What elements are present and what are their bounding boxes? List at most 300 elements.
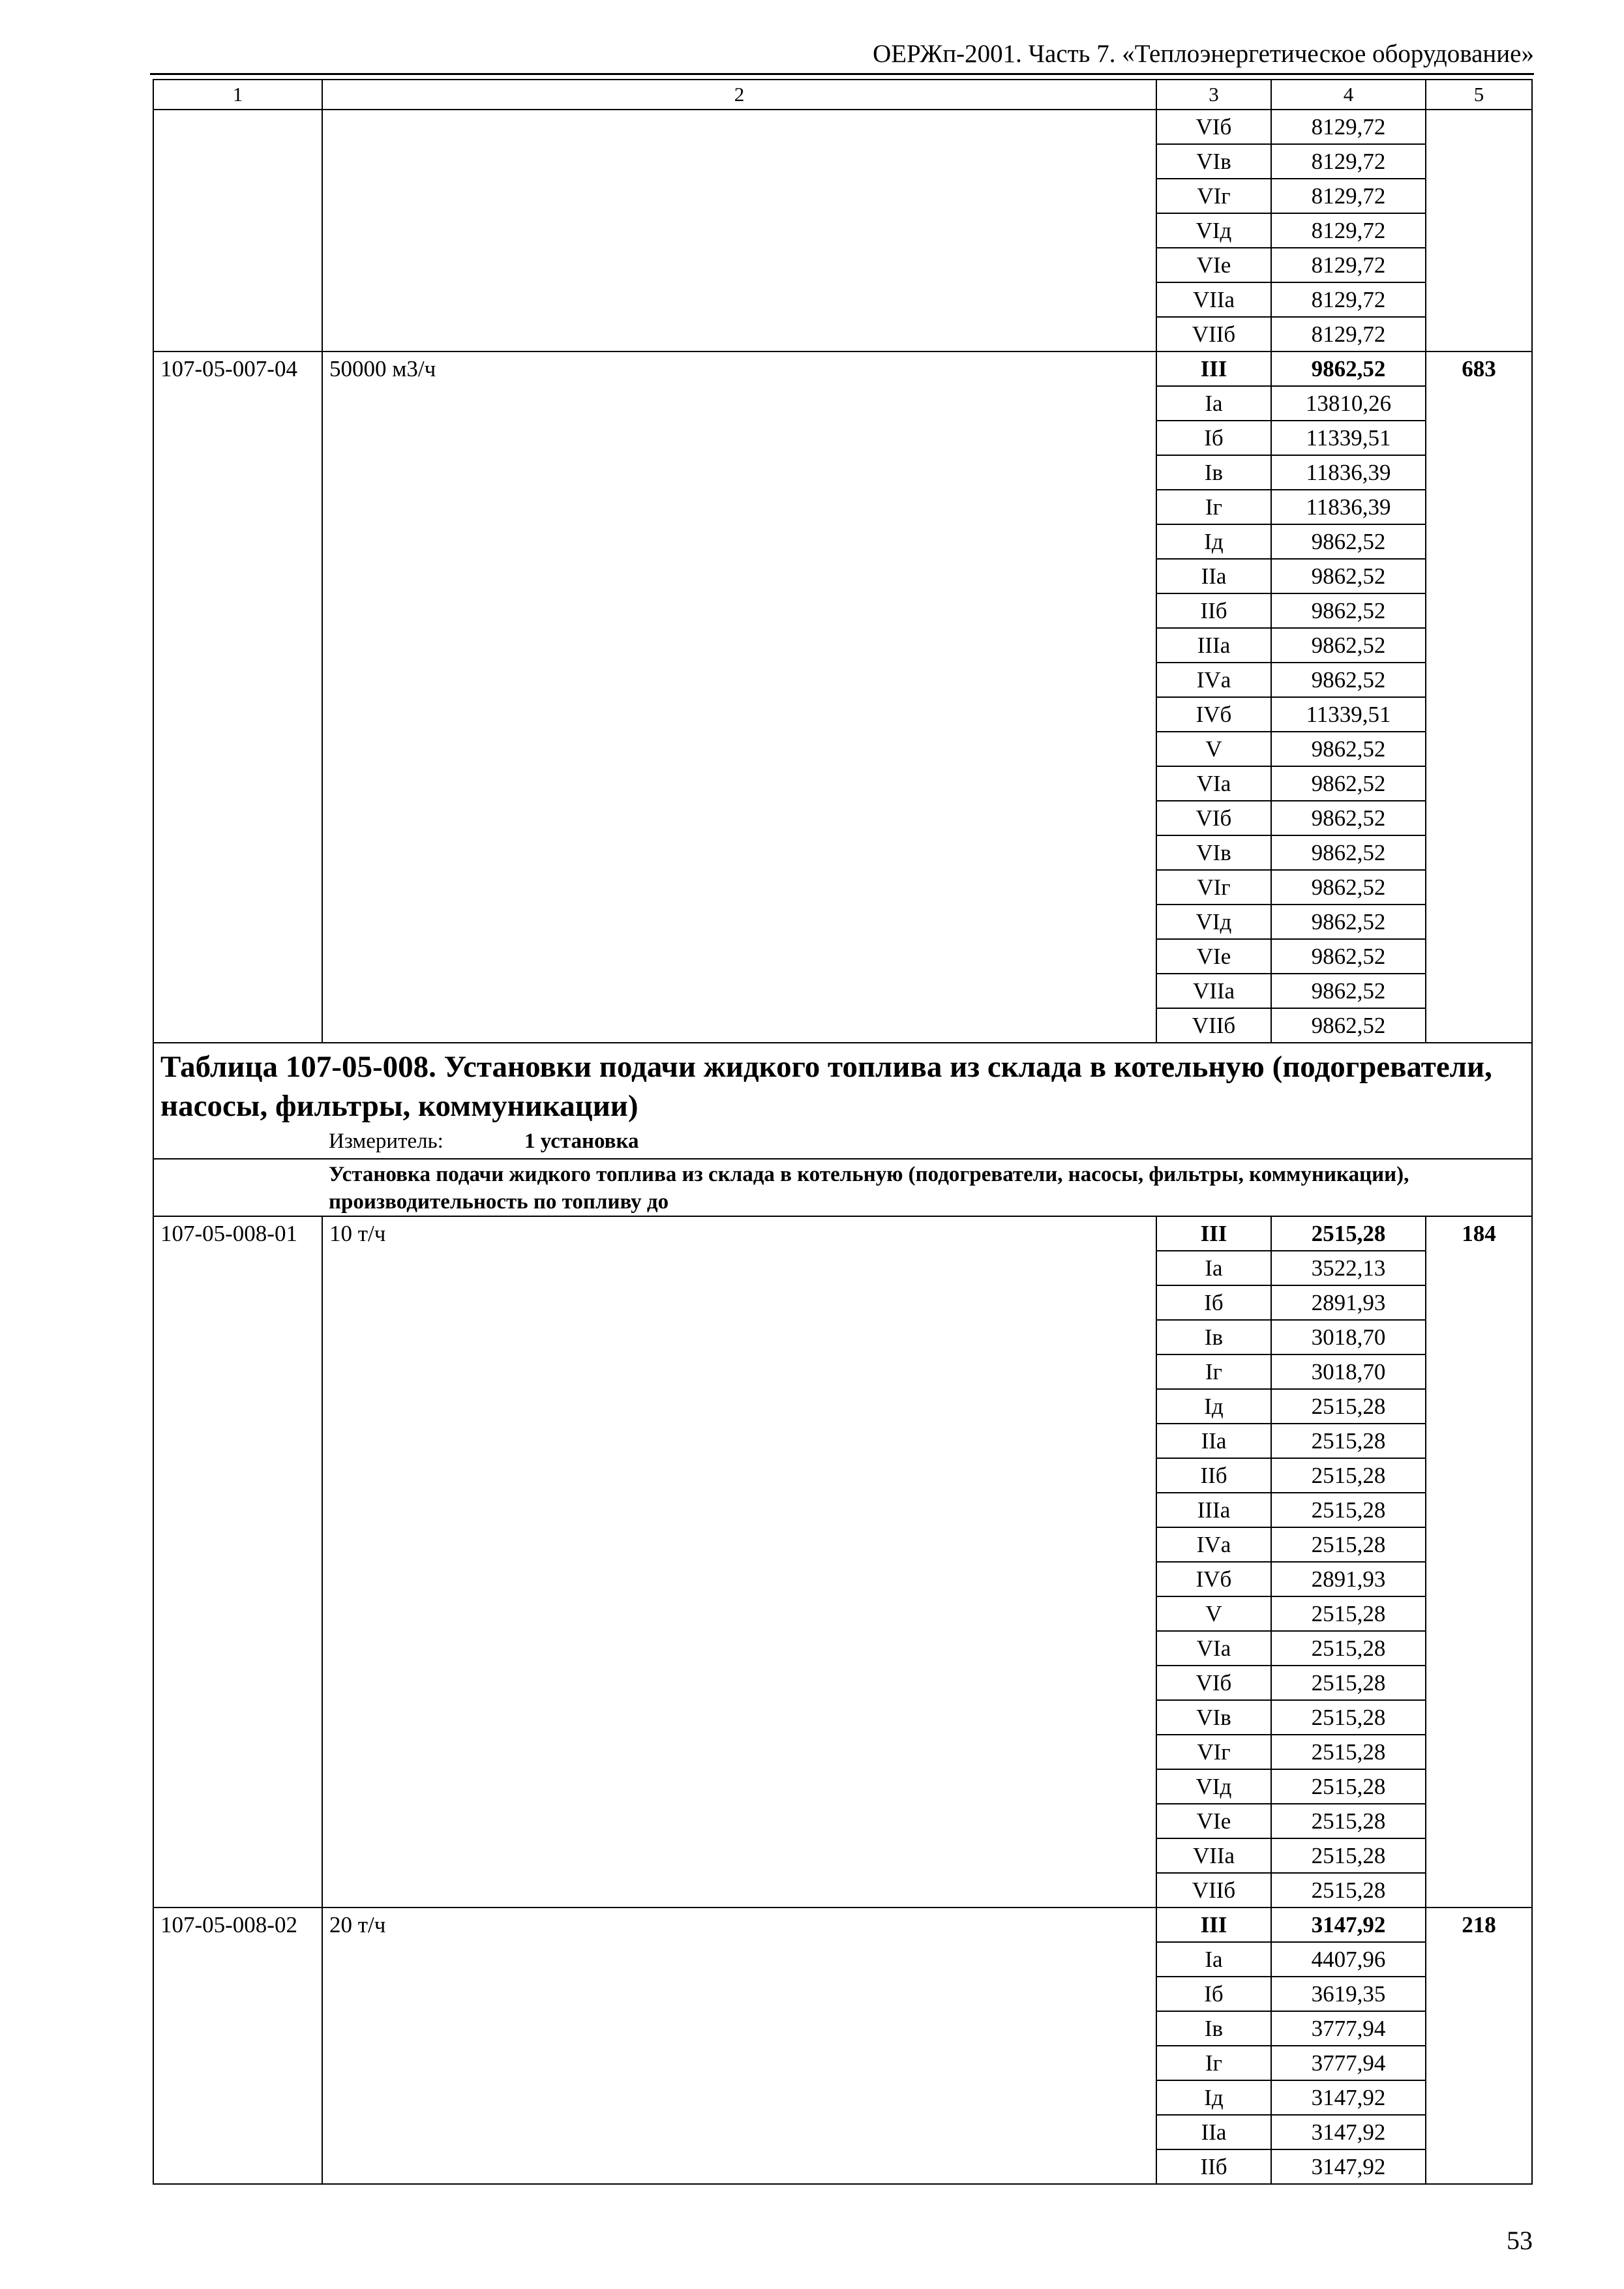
code-cell — [153, 2149, 322, 2184]
table-row — [153, 1942, 1532, 1977]
table-row — [153, 1908, 1532, 1942]
table-row — [153, 282, 1532, 317]
region-cell: Iа — [1156, 386, 1271, 421]
name-cell — [322, 559, 1156, 593]
total-cell — [1426, 1320, 1532, 1354]
table-row — [153, 1804, 1532, 1838]
table-row — [153, 317, 1532, 352]
name-cell — [322, 386, 1156, 421]
total-cell — [1426, 697, 1532, 732]
total-cell — [1426, 2149, 1532, 2184]
table-row — [153, 2149, 1532, 2184]
price-cell: 2515,28 — [1271, 1389, 1426, 1424]
price-cell: 9862,52 — [1271, 593, 1426, 628]
total-cell — [1426, 801, 1532, 835]
name-cell — [322, 1977, 1156, 2011]
column-number: 3 — [1156, 80, 1271, 110]
table-row — [153, 110, 1532, 144]
table-row — [153, 905, 1532, 939]
region-cell: Iг — [1156, 490, 1271, 524]
code-cell — [153, 1320, 322, 1354]
price-cell: 9862,52 — [1271, 628, 1426, 663]
name-cell — [322, 1458, 1156, 1493]
price-cell: 3147,92 — [1271, 1908, 1426, 1942]
price-cell: 2515,28 — [1271, 1527, 1426, 1562]
region-cell: VIб — [1156, 1666, 1271, 1700]
table-row — [153, 1251, 1532, 1285]
code-cell — [153, 110, 322, 144]
region-cell: VIд — [1156, 905, 1271, 939]
total-cell — [1426, 455, 1532, 490]
region-cell: Iб — [1156, 1977, 1271, 2011]
rates-table — [153, 79, 1533, 2185]
table-row — [153, 2011, 1532, 2046]
price-cell: 8129,72 — [1271, 282, 1426, 317]
name-cell — [322, 697, 1156, 732]
table-row — [153, 455, 1532, 490]
price-cell: 11836,39 — [1271, 455, 1426, 490]
price-cell: 8129,72 — [1271, 110, 1426, 144]
price-cell: 2515,28 — [1271, 1735, 1426, 1769]
total-cell — [1426, 490, 1532, 524]
group-title-row — [153, 1159, 1532, 1216]
region-cell: VIв — [1156, 1700, 1271, 1735]
name-cell — [322, 2080, 1156, 2115]
region-cell: VIIб — [1156, 1008, 1271, 1043]
total-cell — [1426, 732, 1532, 766]
table-row — [153, 1666, 1532, 1700]
total-cell — [1426, 1424, 1532, 1458]
table-row — [153, 1562, 1532, 1596]
name-cell — [322, 317, 1156, 352]
total-cell — [1426, 1008, 1532, 1043]
code-cell — [153, 524, 322, 559]
region-cell: VIе — [1156, 1804, 1271, 1838]
code-cell — [153, 2115, 322, 2149]
table-row — [153, 1285, 1532, 1320]
price-cell: 9862,52 — [1271, 732, 1426, 766]
table-row — [153, 213, 1532, 248]
name-cell — [322, 455, 1156, 490]
price-cell: 2515,28 — [1271, 1666, 1426, 1700]
table-row — [153, 1838, 1532, 1873]
price-cell: 2515,28 — [1271, 1631, 1426, 1666]
name-cell — [322, 1424, 1156, 1458]
price-cell: 9862,52 — [1271, 801, 1426, 835]
table-row — [153, 1873, 1532, 1908]
total-cell — [1426, 1631, 1532, 1666]
total-cell — [1426, 1596, 1532, 1631]
page-number: 53 — [1507, 2226, 1533, 2255]
code-cell — [153, 144, 322, 179]
price-cell: 3147,92 — [1271, 2115, 1426, 2149]
code-cell — [153, 1942, 322, 1977]
total-cell — [1426, 386, 1532, 421]
code-cell — [153, 1769, 322, 1804]
table-row — [153, 1977, 1532, 2011]
total-cell — [1426, 1977, 1532, 2011]
name-cell — [322, 1700, 1156, 1735]
name-cell — [322, 1838, 1156, 1873]
table-row — [153, 939, 1532, 974]
price-cell: 11836,39 — [1271, 490, 1426, 524]
total-cell — [1426, 421, 1532, 455]
code-cell — [153, 1285, 322, 1320]
code-cell — [153, 1527, 322, 1562]
code-cell — [153, 1735, 322, 1769]
name-cell — [322, 1873, 1156, 1908]
region-cell: IVб — [1156, 1562, 1271, 1596]
table-row — [153, 490, 1532, 524]
region-cell: VIг — [1156, 870, 1271, 905]
total-cell — [1426, 2046, 1532, 2080]
price-cell: 9862,52 — [1271, 352, 1426, 386]
name-cell — [322, 213, 1156, 248]
header-rule — [150, 73, 1534, 75]
price-cell: 3619,35 — [1271, 1977, 1426, 2011]
table-row — [153, 732, 1532, 766]
region-cell: IIа — [1156, 559, 1271, 593]
table-row — [153, 1700, 1532, 1735]
price-cell: 13810,26 — [1271, 386, 1426, 421]
price-cell: 8129,72 — [1271, 179, 1426, 213]
column-number: 2 — [322, 80, 1156, 110]
running-header: ОЕРЖп-2001. Часть 7. «Теплоэнергетическое оборудование» — [873, 40, 1534, 68]
region-cell: VIIб — [1156, 1873, 1271, 1908]
name-cell — [322, 490, 1156, 524]
region-cell: Iв — [1156, 1320, 1271, 1354]
name-cell — [322, 2011, 1156, 2046]
table-row — [153, 1424, 1532, 1458]
price-cell: 2515,28 — [1271, 1216, 1426, 1251]
price-cell: 8129,72 — [1271, 317, 1426, 352]
name-cell — [322, 732, 1156, 766]
code-cell — [153, 1424, 322, 1458]
code-cell — [153, 1354, 322, 1389]
region-cell: VIг — [1156, 1735, 1271, 1769]
code-cell — [153, 663, 322, 697]
total-cell — [1426, 835, 1532, 870]
region-cell: V — [1156, 732, 1271, 766]
name-cell — [322, 1389, 1156, 1424]
price-cell: 2515,28 — [1271, 1424, 1426, 1458]
table-row — [153, 1769, 1532, 1804]
table-row — [153, 248, 1532, 282]
table-row — [153, 1354, 1532, 1389]
price-cell: 11339,51 — [1271, 421, 1426, 455]
region-cell: Iа — [1156, 1942, 1271, 1977]
table-row — [153, 1458, 1532, 1493]
price-cell: 4407,96 — [1271, 1942, 1426, 1977]
name-cell — [322, 248, 1156, 282]
code-cell — [153, 213, 322, 248]
price-cell: 8129,72 — [1271, 144, 1426, 179]
name-cell — [322, 663, 1156, 697]
price-cell: 3147,92 — [1271, 2080, 1426, 2115]
total-cell — [1426, 939, 1532, 974]
total-cell — [1426, 974, 1532, 1008]
code-cell — [153, 974, 322, 1008]
price-cell: 2515,28 — [1271, 1700, 1426, 1735]
table-row — [153, 2115, 1532, 2149]
unit-value: 1 установка — [524, 1130, 639, 1153]
code-cell — [153, 2046, 322, 2080]
region-cell: VIа — [1156, 766, 1271, 801]
name-cell — [322, 110, 1156, 144]
name-cell — [322, 628, 1156, 663]
code-cell — [153, 386, 322, 421]
total-cell — [1426, 905, 1532, 939]
price-cell: 9862,52 — [1271, 835, 1426, 870]
name-cell — [322, 1562, 1156, 1596]
code-cell — [153, 1389, 322, 1424]
region-cell: VIIа — [1156, 1838, 1271, 1873]
column-number: 4 — [1271, 80, 1426, 110]
table-row — [153, 801, 1532, 835]
region-cell: VIе — [1156, 248, 1271, 282]
price-cell: 8129,72 — [1271, 213, 1426, 248]
name-cell — [322, 766, 1156, 801]
column-number: 1 — [153, 80, 322, 110]
price-cell: 8129,72 — [1271, 248, 1426, 282]
table-section-header — [153, 1043, 1532, 1159]
region-cell: Iб — [1156, 421, 1271, 455]
total-cell — [1426, 282, 1532, 317]
table-row — [153, 870, 1532, 905]
column-number: 5 — [1426, 80, 1532, 110]
total-cell — [1426, 317, 1532, 352]
region-cell: III — [1156, 1908, 1271, 1942]
region-cell: VIе — [1156, 939, 1271, 974]
price-cell: 2891,93 — [1271, 1562, 1426, 1596]
group-title: Установка подачи жидкого топлива из склада в котельную (подогреватели, насосы, фильтры, коммуникации), производительность по топливу до — [329, 1163, 1409, 1214]
code-cell — [153, 1666, 322, 1700]
column-number-row — [153, 80, 1532, 110]
price-cell: 3147,92 — [1271, 2149, 1426, 2184]
region-cell: IIа — [1156, 2115, 1271, 2149]
region-cell: Iб — [1156, 1285, 1271, 1320]
code-cell — [153, 939, 322, 974]
region-cell: VIг — [1156, 179, 1271, 213]
total-cell — [1426, 766, 1532, 801]
table-row — [153, 524, 1532, 559]
total-cell — [1426, 2115, 1532, 2149]
total-cell: 184 — [1426, 1216, 1532, 1251]
table-row — [153, 974, 1532, 1008]
price-cell: 2515,28 — [1271, 1458, 1426, 1493]
price-cell: 2515,28 — [1271, 1596, 1426, 1631]
total-cell — [1426, 248, 1532, 282]
price-cell: 2515,28 — [1271, 1769, 1426, 1804]
code-cell — [153, 1804, 322, 1838]
total-cell — [1426, 870, 1532, 905]
code-cell — [153, 1008, 322, 1043]
code-cell — [153, 1493, 322, 1527]
region-cell: IIIа — [1156, 1493, 1271, 1527]
name-cell: 50000 м3/ч — [322, 352, 1156, 386]
name-cell — [322, 593, 1156, 628]
region-cell: IIб — [1156, 2149, 1271, 2184]
code-cell — [153, 766, 322, 801]
region-cell: IIIа — [1156, 628, 1271, 663]
price-cell: 2891,93 — [1271, 1285, 1426, 1320]
code-cell — [153, 455, 322, 490]
group-title-cell — [153, 1159, 1532, 1216]
total-cell — [1426, 559, 1532, 593]
total-cell: 218 — [1426, 1908, 1532, 1942]
code-cell — [153, 179, 322, 213]
price-cell: 9862,52 — [1271, 974, 1426, 1008]
code-cell: 107-05-008-02 — [153, 1908, 322, 1942]
code-cell — [153, 2011, 322, 2046]
name-cell — [322, 179, 1156, 213]
price-cell: 9862,52 — [1271, 939, 1426, 974]
total-cell: 683 — [1426, 352, 1532, 386]
name-cell — [322, 1285, 1156, 1320]
region-cell: IIа — [1156, 1424, 1271, 1458]
code-cell — [153, 870, 322, 905]
region-cell: IIб — [1156, 593, 1271, 628]
region-cell: Iд — [1156, 524, 1271, 559]
name-cell — [322, 1493, 1156, 1527]
name-cell — [322, 282, 1156, 317]
table-row — [153, 697, 1532, 732]
name-cell — [322, 1735, 1156, 1769]
table-row — [153, 352, 1532, 386]
total-cell — [1426, 628, 1532, 663]
name-cell — [322, 524, 1156, 559]
region-cell: IVа — [1156, 1527, 1271, 1562]
region-cell: VIв — [1156, 835, 1271, 870]
name-cell — [322, 1354, 1156, 1389]
price-cell: 3018,70 — [1271, 1354, 1426, 1389]
price-cell: 2515,28 — [1271, 1804, 1426, 1838]
table-row — [153, 559, 1532, 593]
total-cell — [1426, 1285, 1532, 1320]
table-title: Таблица 107-05-008. Установки подачи жидкого топлива из склада в котельную (подогреватели, насосы, фильтры, коммуникации) — [160, 1050, 1492, 1123]
price-cell: 9862,52 — [1271, 905, 1426, 939]
code-cell — [153, 628, 322, 663]
total-cell — [1426, 1666, 1532, 1700]
code-cell — [153, 559, 322, 593]
code-cell — [153, 1631, 322, 1666]
total-cell — [1426, 1562, 1532, 1596]
name-cell — [322, 1631, 1156, 1666]
name-cell — [322, 939, 1156, 974]
code-cell — [153, 1562, 322, 1596]
total-cell — [1426, 1873, 1532, 1908]
code-cell — [153, 1873, 322, 1908]
total-cell — [1426, 1527, 1532, 1562]
name-cell — [322, 835, 1156, 870]
name-cell — [322, 1320, 1156, 1354]
region-cell: IVб — [1156, 697, 1271, 732]
unit-line — [160, 1127, 1525, 1156]
name-cell — [322, 801, 1156, 835]
code-cell — [153, 490, 322, 524]
code-cell — [153, 282, 322, 317]
price-cell: 2515,28 — [1271, 1873, 1426, 1908]
code-cell — [153, 1458, 322, 1493]
code-cell — [153, 905, 322, 939]
table-row — [153, 144, 1532, 179]
total-cell — [1426, 110, 1532, 144]
table-row — [153, 766, 1532, 801]
name-cell — [322, 2149, 1156, 2184]
table-row — [153, 663, 1532, 697]
region-cell: Iг — [1156, 2046, 1271, 2080]
table-row — [153, 179, 1532, 213]
region-cell: VIб — [1156, 801, 1271, 835]
price-cell: 9862,52 — [1271, 663, 1426, 697]
code-cell — [153, 1838, 322, 1873]
price-cell: 2515,28 — [1271, 1838, 1426, 1873]
name-cell: 20 т/ч — [322, 1908, 1156, 1942]
code-cell — [153, 1596, 322, 1631]
total-cell — [1426, 1735, 1532, 1769]
region-cell: VIIа — [1156, 282, 1271, 317]
name-cell — [322, 1666, 1156, 1700]
total-cell — [1426, 593, 1532, 628]
price-cell: 9862,52 — [1271, 559, 1426, 593]
region-cell: III — [1156, 352, 1271, 386]
code-cell — [153, 835, 322, 870]
table-row — [153, 1008, 1532, 1043]
total-cell — [1426, 1838, 1532, 1873]
table-section-cell — [153, 1043, 1532, 1159]
code-cell — [153, 1251, 322, 1285]
table-row — [153, 1493, 1532, 1527]
code-cell — [153, 2080, 322, 2115]
name-cell — [322, 1527, 1156, 1562]
region-cell: Iа — [1156, 1251, 1271, 1285]
table-row — [153, 2046, 1532, 2080]
name-cell — [322, 974, 1156, 1008]
code-cell — [153, 593, 322, 628]
total-cell — [1426, 144, 1532, 179]
table-row — [153, 2080, 1532, 2115]
region-cell: Iд — [1156, 2080, 1271, 2115]
table-row — [153, 386, 1532, 421]
name-cell — [322, 1804, 1156, 1838]
region-cell: Iд — [1156, 1389, 1271, 1424]
table-row — [153, 593, 1532, 628]
name-cell — [322, 1008, 1156, 1043]
region-cell: III — [1156, 1216, 1271, 1251]
table-row — [153, 1389, 1532, 1424]
price-cell: 3018,70 — [1271, 1320, 1426, 1354]
total-cell — [1426, 1389, 1532, 1424]
code-cell: 107-05-008-01 — [153, 1216, 322, 1251]
total-cell — [1426, 2011, 1532, 2046]
total-cell — [1426, 1942, 1532, 1977]
price-cell: 9862,52 — [1271, 766, 1426, 801]
name-cell — [322, 2115, 1156, 2149]
price-cell: 3522,13 — [1271, 1251, 1426, 1285]
total-cell — [1426, 179, 1532, 213]
code-cell — [153, 248, 322, 282]
region-cell: VIа — [1156, 1631, 1271, 1666]
region-cell: VIб — [1156, 110, 1271, 144]
total-cell — [1426, 663, 1532, 697]
name-cell — [322, 1251, 1156, 1285]
table-row — [153, 1320, 1532, 1354]
region-cell: IVа — [1156, 663, 1271, 697]
region-cell: VIд — [1156, 1769, 1271, 1804]
name-cell — [322, 1942, 1156, 1977]
total-cell — [1426, 1458, 1532, 1493]
name-cell — [322, 870, 1156, 905]
